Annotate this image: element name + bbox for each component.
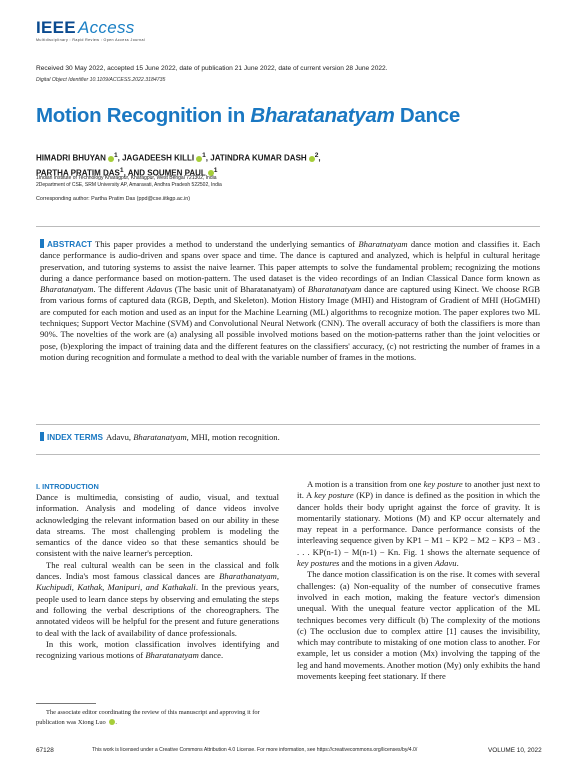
abstract-text: dance are captured using Kinect. We choose RGB from various forms of captured data (RGB, Depth, and Skeleton). Motion History Image (MHI) and Histogram of Gradient of MHI (HoGMHI) are computed for each motion and used as an input for the Machine Learning (ML) algorithms to recognize motion. The paper explores two ML techniques; Support Vector Machine (SVM) and Convolutional Neural Network (CNN). The overall accuracy of both the classifiers is more than 90%. The novelties of the work are (a) analysing all possible involved motions based on the motion-patterns rather than the joint velocities or pose, (b)exploring the impact of training data and the different features on the classifiers' accuracy, (c) not restricting the number of frames in a motion during recognition and formulate a method to deal with the variable number of frames in the motions.: [40, 284, 541, 362]
author-5-sup: 1: [213, 166, 218, 174]
index-terms: [40, 432, 540, 443]
index-terms-label: INDEX TERMS: [47, 433, 103, 442]
paragraph-text: dance.: [198, 650, 224, 661]
footnote: The associate editor coordinating the review of this manuscript and approving it for publication was Xiong Luo .: [36, 709, 260, 726]
paragraph: [36, 639, 279, 662]
abstract-text: . The different: [93, 284, 147, 295]
paper-title: [36, 104, 460, 128]
paragraph: Dance is multimedia, consisting of audio, visual, and textual information. Analysis and modeling of dance videos involve acknowledging the relevant information based on our ability in these data streams. The most challenging problem is modeling the semantics of the dance video so that these semantics should be consistent with the naive learner's perception.: [36, 492, 279, 559]
author-3-sup: 2: [314, 152, 319, 159]
index-terms-italic: Bharatanatyam: [133, 432, 187, 442]
corresponding-author: Corresponding author: Partha Pratim Das (ppd@cse.iitkgp.ac.in): [36, 196, 191, 202]
author-2: , JAGADEESH KILLI: [117, 153, 195, 163]
doi: Digital Object Identifier 10.1109/ACCESS.2022.3184735: [36, 77, 166, 83]
volume: VOLUME 10, 2022: [488, 747, 542, 754]
paragraph-text: .: [456, 558, 459, 569]
divider: [36, 424, 540, 425]
paragraph-text: A motion is a transition from one: [307, 479, 424, 489]
paragraph-italic: Bharatanatyam: [145, 650, 199, 661]
abstract-italic: Bharatanatyam: [307, 284, 362, 295]
paragraph: [297, 479, 540, 569]
title-pre: Motion Recognition in: [36, 104, 251, 127]
section-marker-icon: [40, 239, 44, 248]
paragraph-italic: key posture: [423, 479, 463, 489]
license-notice[interactable]: This work is licensed under a Creative Commons Attribution 4.0 License. For more information, see https://creativecommons.org/licenses/by/4.0/: [92, 747, 418, 753]
logo-access: Access: [77, 18, 135, 37]
author-list: HIMADRI BHUYAN $^1$, JAGADEESH KILLI $^1$, JATINDRA KUMAR DASH $^2$, PARTHA PRATIM DAS$^1$, AND SOUMEN PAUL $^1$: [36, 152, 321, 178]
paragraph-italic: Adavu: [434, 558, 457, 569]
orcid-icon[interactable]: [109, 719, 115, 725]
abstract-italic: Bharatnatyam: [358, 239, 408, 249]
author-2-sup: 1: [202, 152, 206, 159]
index-terms-text: Adavu,: [105, 432, 134, 442]
paragraph-text: The real cultural wealth can be seen in the classical and folk dances. India's most famous classical dances are: [36, 559, 279, 582]
logo-ieee: IEEE: [36, 18, 76, 37]
affiliations: [36, 175, 536, 188]
index-terms-text: , MHI, motion recognition.: [186, 432, 280, 442]
author-1-sup: 1: [113, 152, 118, 159]
author-5: , AND SOUMEN PAUL: [123, 168, 206, 178]
author-4-sup: 1: [119, 166, 124, 174]
paragraph-italic: Bharathanatyam, Kuchipudi, Kathak, Manipuri, and Kathakali: [36, 571, 279, 593]
divider: [36, 454, 540, 455]
journal-tagline: Multidisciplinary : Rapid Review : Open Access Journal: [36, 38, 146, 42]
paragraph-italic: key posture: [314, 490, 354, 501]
section-marker-icon: [40, 432, 44, 441]
left-column: [36, 481, 279, 661]
paragraph-text: In this work, motion classification involves identifying and recognizing various motions of: [36, 638, 279, 661]
paragraph-text: (KP) in dance is defined as the position in which the dancer holds their body upright against the force of gravity. It is momentarily stationary. Motions (M) and KP occur alternately and may repeat in a performance. Dance performance consists of the interleaving sequence given by KP1 − M1 − KP2 − M2 − KP3 − M3 . . . . KP(n-1) − M(n-1) − Kn. Fig. 1 shows the alternate sequence of: [297, 490, 540, 557]
right-column: [297, 479, 540, 682]
paragraph-text: . In the previous years, people used to learn dance steps by observing and emulating the steps and following the verbal descriptions of the choreographers. The annotated videos will be helpful for the present and future generations to deal with the lack of availability of dance professionals.: [36, 582, 279, 638]
author-1: HIMADRI BHUYAN: [36, 153, 106, 163]
section-heading: I. INTRODUCTION: [36, 482, 99, 491]
abstract-italic: Adavu: [146, 284, 169, 295]
abstract-italic: Bharatanatyam: [40, 284, 94, 295]
author-4: PARTHA PRATIM DAS: [36, 168, 120, 178]
title-italic: Bharatanatyam: [250, 104, 395, 127]
affiliation-1: 1Indian Institute of Technology Kharagpur, Kharagpur, West Bengal 721302, India: [36, 175, 217, 181]
paragraph-text: and the motions in a given: [339, 558, 435, 569]
journal-logo: [36, 18, 135, 38]
footnote-text: The associate editor coordinating the review of this manuscript and approving it for publication was Xiong Luo: [36, 709, 260, 726]
abstract: [40, 239, 540, 363]
footnote-rule: [36, 703, 96, 704]
abstract-text: This paper provides a method to understand the underlying semantics of: [95, 239, 359, 249]
paragraph-italic: key postures: [297, 558, 340, 569]
paragraph: The dance motion classification is on the rise. It comes with several challenges: (a) Non-equality of the number of consecutive frames involved in each motion, making the feature vector's dimension unequal. With the unequal feature vector application of the ML techniques becomes very difficult (b) The complexity of the motions (c) The occlusion due to complex attire [1] causes the invisibility, which may contribute to mistaking of one motion class to another. For example, let us consider a motion (Mx) involving the tapping of the leg and hand movements. Another motion (My) only exhibits the hand movements keeping feet stationary. If there: [297, 569, 540, 682]
affiliation-2: 2Department of CSE, SRM University AP, Amaravati, Andhra Pradesh 522502, India: [36, 181, 222, 188]
abstract-label: ABSTRACT: [47, 240, 93, 249]
author-3: , JATINDRA KUMAR DASH: [205, 153, 307, 163]
page-number: 67128: [36, 747, 54, 754]
title-post: Dance: [394, 104, 460, 127]
abstract-text: dance motion and classifies it. Each dance performance is audio-driven and spans over space and time. The dance is captured and analyzed, which is helpful in cultural heritage preservation, and tutoring systems to assist the naive learner. This paper attempts to solve the fundamental problem; recognizing the motions during a dance performance based on motion-pattern. The used dataset is the video recordings of an Indian Classical Dance form known as: [40, 239, 540, 283]
paragraph: [36, 560, 279, 639]
publication-dates: Received 30 May 2022, accepted 15 June 2022, date of publication 21 June 2022, date of current version 28 June 2022.: [36, 65, 388, 72]
divider: [36, 226, 540, 227]
abstract-text: s (The basic unit of Bharatanatyam) of: [168, 284, 308, 295]
paragraph-text: to another just next to it. A: [297, 479, 540, 501]
